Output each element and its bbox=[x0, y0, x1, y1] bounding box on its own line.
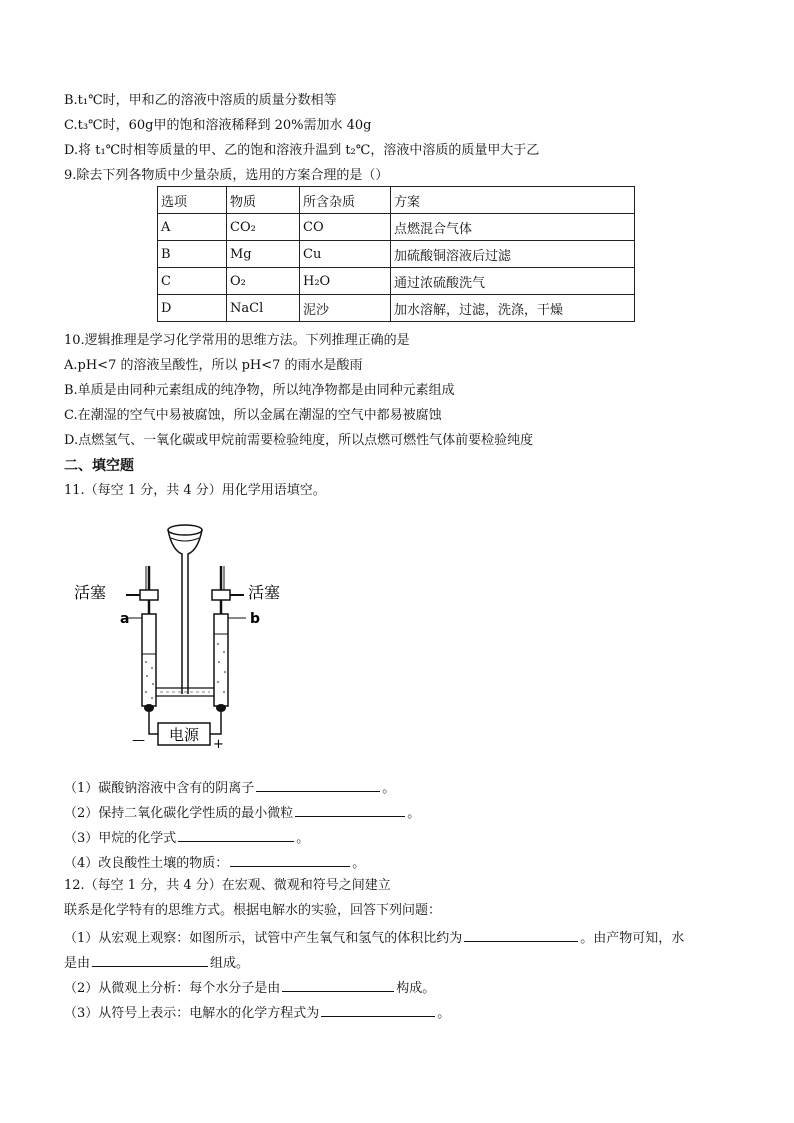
q12-stem-line-2: 联系是化学特有的思维方式。根据电解水的实验，回答下列问题： bbox=[64, 903, 442, 918]
q12-part-3 bbox=[64, 1002, 450, 1023]
q12-part-1 bbox=[64, 927, 684, 948]
answer-blank[interactable] bbox=[92, 952, 208, 967]
positive-terminal-label: + bbox=[213, 737, 224, 750]
q11-stem: 11.（每空 1 分，共 4 分）用化学用语填空。 bbox=[64, 483, 326, 498]
q10-option-c: C.在潮湿的空气中易被腐蚀，所以金属在潮湿的空气中都易被腐蚀 bbox=[64, 408, 442, 423]
table-cell: NaCl bbox=[227, 295, 300, 322]
q12-part-1-line-2 bbox=[64, 952, 249, 973]
q10-option-a: A.pH<7 的溶液呈酸性，所以 pH<7 的雨水是酸雨 bbox=[64, 358, 363, 373]
q11-part-1-text: （1）碳酸钠溶液中含有的阴离子 bbox=[64, 781, 255, 796]
tube-a-label: a bbox=[120, 611, 130, 627]
stopcock-right-label: 活塞 bbox=[248, 583, 281, 602]
q12-part-1-text-end: 组成。 bbox=[210, 956, 250, 971]
q11-part-4-text: （4）改良酸性土壤的物质： bbox=[64, 856, 229, 871]
table-cell: 点燃混合气体 bbox=[391, 214, 635, 241]
table-row bbox=[158, 214, 635, 241]
table-row bbox=[158, 241, 635, 268]
period: 。 bbox=[382, 781, 396, 796]
answer-blank[interactable] bbox=[282, 977, 394, 992]
answer-blank[interactable] bbox=[178, 827, 294, 842]
table-header-cell: 物质 bbox=[227, 187, 300, 214]
answer-blank[interactable] bbox=[321, 1002, 435, 1017]
table-header-cell: 所含杂质 bbox=[300, 187, 391, 214]
table-cell: C bbox=[158, 268, 227, 295]
stopcock-left-label: 活塞 bbox=[74, 583, 107, 602]
answer-blank[interactable] bbox=[256, 777, 380, 792]
q10-option-d: D.点燃氢气、一氧化碳或甲烷前需要检验纯度，所以点燃可燃性气体前要检验纯度 bbox=[64, 433, 534, 448]
section-title: 二、填空题 bbox=[64, 458, 134, 474]
q11-part-2 bbox=[64, 802, 420, 823]
electrolysis-apparatus-figure bbox=[70, 522, 300, 750]
q11-part-4 bbox=[64, 852, 365, 873]
table-header-row bbox=[158, 187, 635, 214]
q8-option-b: B.t₁℃时，甲和乙的溶液中溶质的质量分数相等 bbox=[64, 93, 337, 108]
q12-part-2 bbox=[64, 977, 435, 998]
q9-options-table bbox=[157, 186, 635, 322]
table-header-cell: 方案 bbox=[391, 187, 635, 214]
q12-part-1-text-cont: 是由 bbox=[64, 956, 91, 971]
table-cell: Cu bbox=[300, 241, 391, 268]
q12-part-1-text-cont: 。由产物可知，水 bbox=[580, 931, 685, 946]
answer-blank[interactable] bbox=[464, 927, 578, 942]
table-cell: CO₂ bbox=[227, 214, 300, 241]
table-cell: 加硫酸铜溶液后过滤 bbox=[391, 241, 635, 268]
power-supply-label: 电源 bbox=[168, 726, 200, 744]
answer-blank[interactable] bbox=[295, 802, 405, 817]
q9-stem: 9.除去下列各物质中少量杂质，选用的方案合理的是（） bbox=[64, 168, 389, 183]
q12-part-1-text: （1）从宏观上观察：如图所示，试管中产生氧气和氢气的体积比约为 bbox=[64, 931, 463, 946]
tube-b-label: b bbox=[250, 611, 261, 627]
table-cell: D bbox=[158, 295, 227, 322]
table-cell: 泥沙 bbox=[300, 295, 391, 322]
table-row bbox=[158, 295, 635, 322]
q11-part-3-text: （3）甲烷的化学式 bbox=[64, 831, 177, 846]
table-cell: 通过浓硫酸洗气 bbox=[391, 268, 635, 295]
table-cell: CO bbox=[300, 214, 391, 241]
table-header-cell: 选项 bbox=[158, 187, 227, 214]
q8-option-c: C.t₃℃时，60g甲的饱和溶液稀释到 20%需加水 40g bbox=[64, 118, 372, 133]
q10-option-b: B.单质是由同种元素组成的纯净物，所以纯净物都是由同种元素组成 bbox=[64, 383, 455, 398]
table-cell: A bbox=[158, 214, 227, 241]
negative-terminal-label: — bbox=[132, 733, 145, 748]
period: 。 bbox=[407, 806, 421, 821]
q12-part-2-text: （2）从微观上分析：每个水分子是由 bbox=[64, 981, 281, 996]
table-cell: 加水溶解，过滤，洗涤，干燥 bbox=[391, 295, 635, 322]
q11-part-3 bbox=[64, 827, 309, 848]
answer-blank[interactable] bbox=[230, 852, 350, 867]
period: 。 bbox=[437, 1006, 451, 1021]
table-row bbox=[158, 268, 635, 295]
q11-part-1 bbox=[64, 777, 395, 798]
period: 。 bbox=[296, 831, 310, 846]
q12-part-3-text: （3）从符号上表示：电解水的化学方程式为 bbox=[64, 1006, 320, 1021]
q11-part-2-text: （2）保持二氧化碳化学性质的最小微粒 bbox=[64, 806, 294, 821]
table-cell: H₂O bbox=[300, 268, 391, 295]
q12-part-2-text-end: 构成。 bbox=[396, 981, 436, 996]
table-cell: B bbox=[158, 241, 227, 268]
table-cell: O₂ bbox=[227, 268, 300, 295]
q8-option-d: D.将 t₁℃时相等质量的甲、乙的饱和溶液升温到 t₂℃，溶液中溶质的质量甲大于乙 bbox=[64, 143, 540, 158]
table-cell: Mg bbox=[227, 241, 300, 268]
q10-stem: 10.逻辑推理是学习化学常用的思维方法。下列推理正确的是 bbox=[64, 333, 410, 348]
q12-stem-line-1: 12.（每空 1 分，共 4 分）在宏观、微观和符号之间建立 bbox=[64, 878, 391, 893]
period: 。 bbox=[352, 856, 366, 871]
